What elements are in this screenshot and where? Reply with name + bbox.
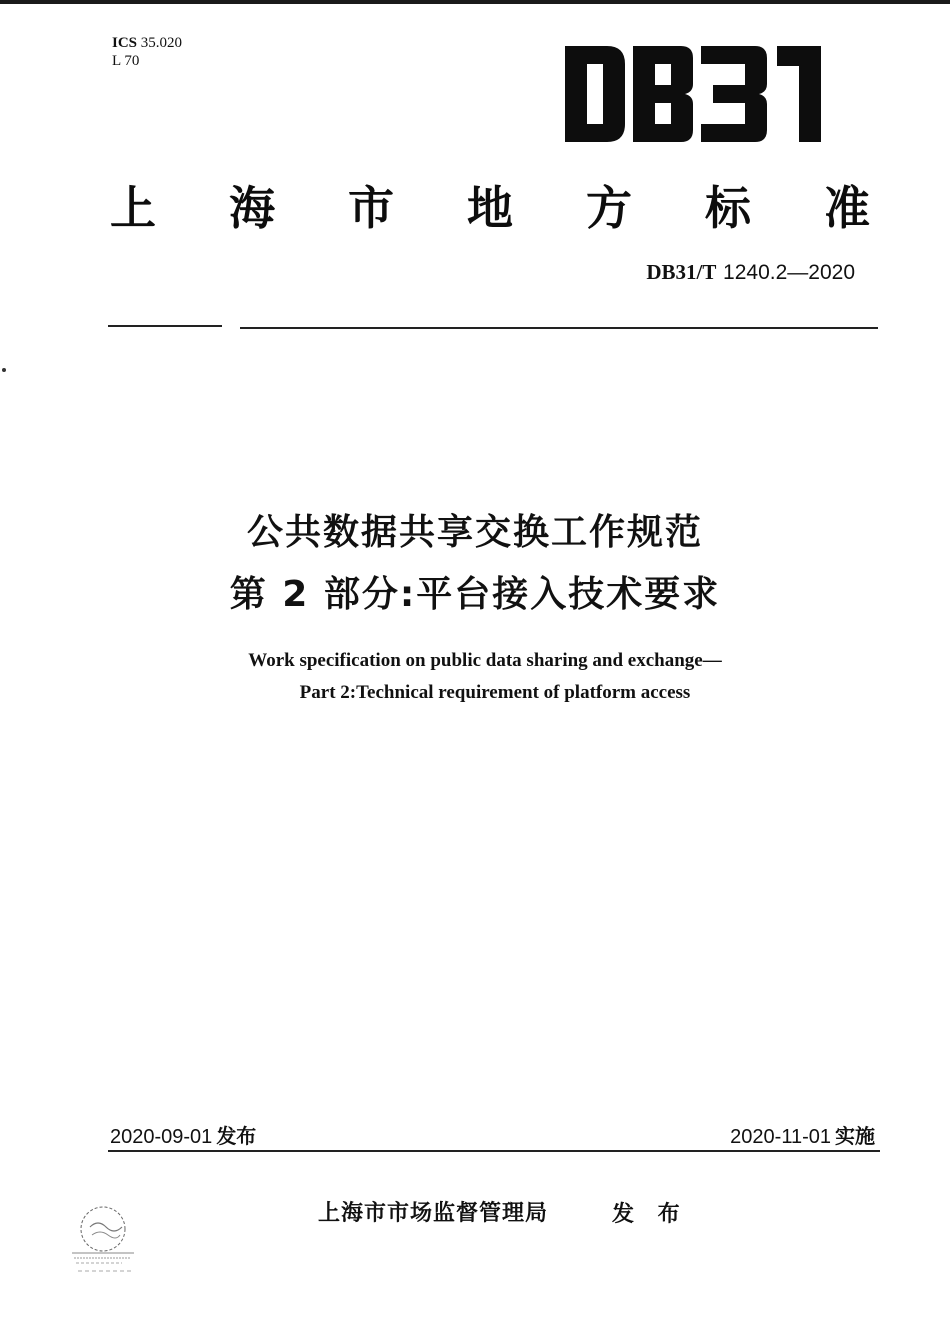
authority-char: 上 — [110, 181, 156, 235]
authority-char: 标 — [705, 181, 751, 235]
margin-mark — [2, 368, 6, 372]
implementation-date-value: 2020-11-01 — [730, 1126, 831, 1148]
title-cn-line2: 第 2 部分:平台接入技术要求 — [229, 574, 721, 615]
ccs-code: L 70 — [112, 53, 140, 69]
issuer-name: 上海市市场监督管理局 — [318, 1201, 549, 1226]
implementation-date — [730, 1120, 875, 1149]
standard-number — [646, 260, 855, 285]
ics-code: 35.020 — [140, 35, 183, 51]
issue-date — [110, 1120, 256, 1149]
title-en-line1: Work specification on public data sharing and exchange— — [248, 650, 722, 671]
ics-label: ICS — [112, 35, 138, 51]
authority-char: 地 — [467, 181, 513, 235]
title-en-line2: Part 2:Technical requirement of platform access — [299, 682, 691, 703]
standard-number-prefix: DB31/T — [646, 260, 717, 284]
db31-logo — [563, 44, 825, 144]
authority-char: 市 — [348, 181, 394, 235]
standard-number-rest: 1240.2—2020 — [723, 261, 855, 284]
title-cn-line1: 公共数据共享交换工作规范 — [246, 512, 703, 553]
issuer-verb: 发 布 — [612, 1202, 688, 1227]
top-rule — [0, 0, 950, 4]
footer-rule — [108, 1150, 880, 1152]
authority-char: 方 — [586, 181, 632, 235]
issue-date-label: 发布 — [216, 1124, 257, 1148]
header-rule-left — [108, 325, 222, 327]
implementation-date-label: 实施 — [835, 1124, 875, 1148]
authority-title — [110, 172, 870, 238]
authority-char: 海 — [229, 181, 275, 235]
ics-line — [112, 34, 182, 52]
library-stamp-icon — [62, 1195, 144, 1277]
header-rule-right — [240, 327, 878, 329]
authority-char: 准 — [824, 181, 870, 235]
classification-block — [112, 34, 182, 70]
issue-date-value: 2020-09-01 — [110, 1126, 213, 1148]
